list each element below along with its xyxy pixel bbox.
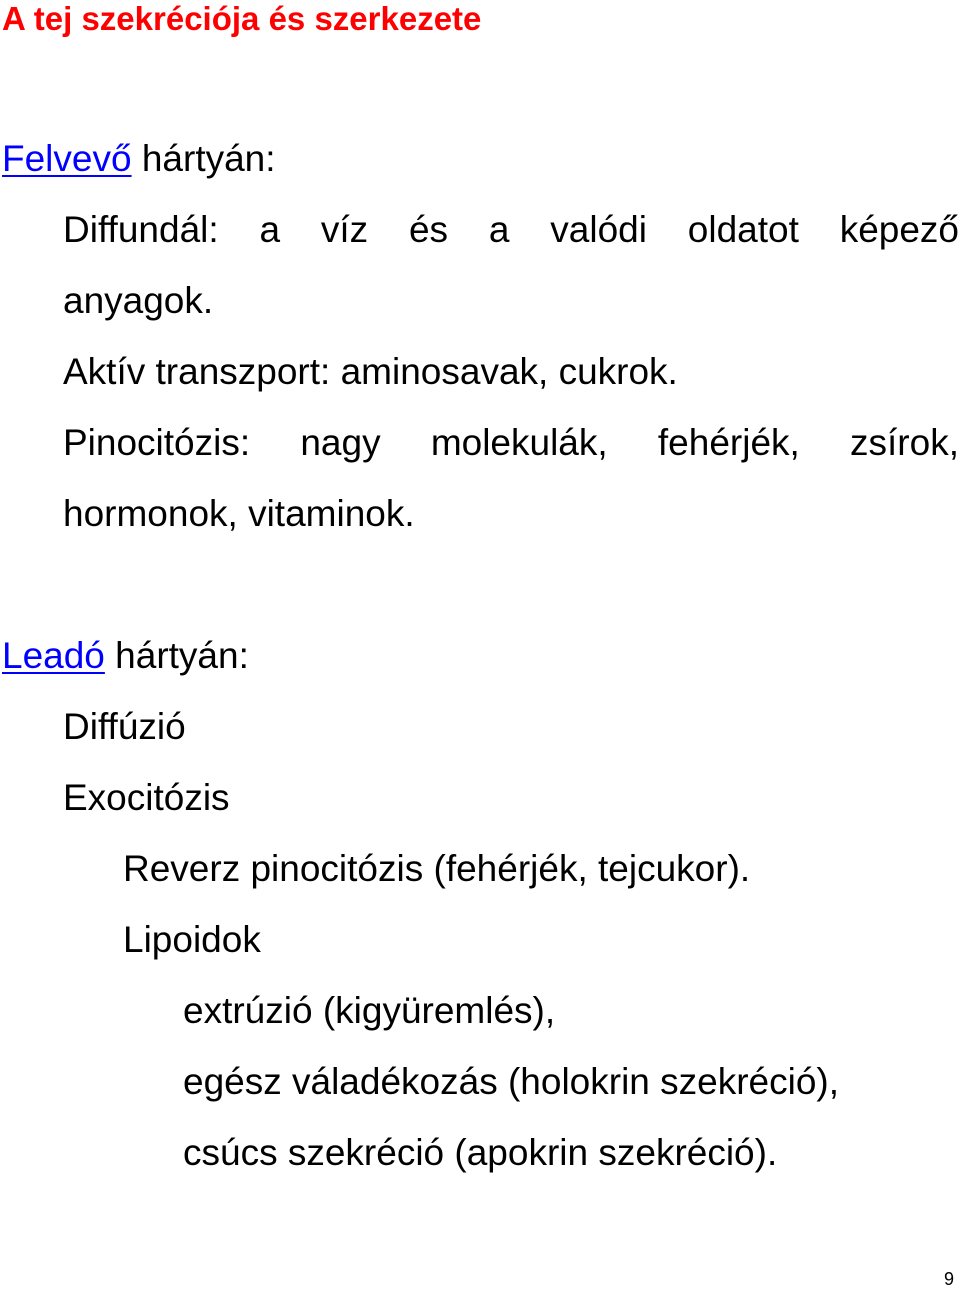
intake-link[interactable]: Felvevő: [2, 138, 132, 179]
reverse-pinocytosis-line: Reverz pinocitózis (fehérjék, tejcukor).: [123, 848, 751, 889]
release-heading-rest: hártyán:: [104, 635, 249, 676]
pinocytosis-line-2: hormonok, vitaminok.: [63, 493, 415, 534]
extrusion-line: extrúzió (kigyüremlés),: [183, 990, 556, 1031]
diffuse-line-1: Diffundál: a víz és a valódi oldatot képező: [63, 209, 959, 250]
release-link[interactable]: Leadó: [2, 635, 105, 676]
pinocytosis-line-1: Pinocitózis: nagy molekulák, fehérjék, zsírok,: [63, 422, 959, 463]
holocrine-line: egész váladékozás (holokrin szekréció),: [183, 1061, 840, 1102]
lipoids-line: Lipoidok: [123, 919, 261, 960]
diffuse-line-2: anyagok.: [63, 280, 214, 321]
exocytosis-line: Exocitózis: [63, 777, 230, 818]
intake-heading-rest: hártyán:: [131, 138, 276, 179]
release-heading: [2, 634, 249, 678]
page-title: A tej szekréciója és szerkezete: [2, 0, 482, 37]
diffusion-line: Diffúzió: [63, 706, 186, 747]
apocrine-line: csúcs szekréció (apokrin szekréció).: [183, 1132, 778, 1173]
page-number: 9: [943, 1269, 954, 1289]
intake-heading: [2, 137, 276, 181]
active-transport-line: Aktív transzport: aminosavak, cukrok.: [63, 351, 678, 392]
